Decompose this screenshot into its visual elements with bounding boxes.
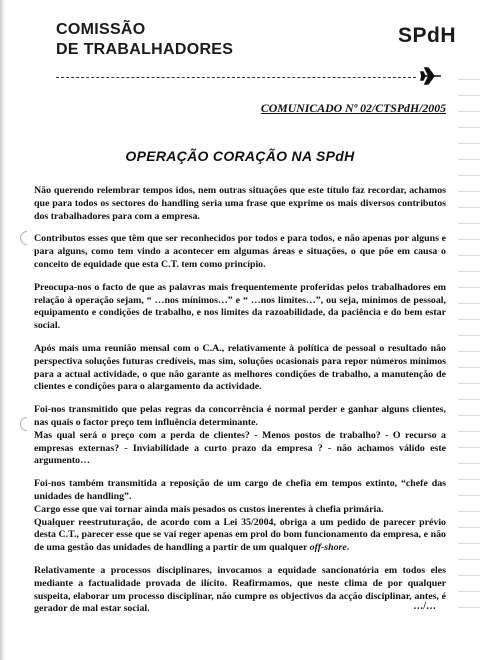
- continuation-mark: …/…: [413, 601, 436, 612]
- paragraph-restructuring: [34, 517, 446, 555]
- letterhead: [56, 20, 446, 60]
- paragraph: Não querendo relembrar tempos idos, nem outras situações que este título faz recordar, achamos que para todos os sectores do handling seria uma frase que exprime os mais diversos contributos dos trabalhadores para com a empresa.: [34, 185, 446, 222]
- scan-shadow-edge: [0, 0, 6, 660]
- document-body: [34, 185, 446, 626]
- paragraph-text: .: [346, 542, 350, 554]
- offshore-emphasis: off-shore: [309, 542, 347, 554]
- paragraph: Contributos esses que têm que ser reconhecidos por todos e para todos, e não apenas por alguns e para alguns, como tem vindo a acontecer em algumas áreas e situações, o que põe em causa o conceito de equidade que esta C.T. tem como princípio.: [34, 233, 446, 270]
- document-title: OPERAÇÃO CORAÇÃO NA SPdH: [125, 148, 355, 164]
- company-brand: SPdH: [397, 24, 456, 47]
- org-line-1: COMISSÃO: [56, 21, 146, 38]
- airplane-icon: [420, 66, 442, 86]
- org-line-2: DE TRABALHADORES: [56, 41, 234, 58]
- paragraph-text: Qualquer reestruturação, de acordo com a Lei 35/2004, obriga a um pedido de parecer prévio desta C.T., parecer esse que se vai reger apenas em prol do bom funcionamento da empresa, e não de uma gestão das unidades de handling a partir de um qualquer: [34, 516, 446, 554]
- paragraph: Preocupa-nos o facto de que as palavras mais frequentemente proferidas pelos trabalhadores em relação à operação sejam, “ …nos mínimos…” e “ …nos limites…”, ou seja, mínimos de pessoal, equipamento e condições de trabalho, e nos limites da razoabilidade, da paciência e do bem estar social.: [34, 281, 446, 332]
- paragraph: Foi-nos também transmitida a reposição de um cargo de chefia em tempos extinto, “chefe das unidades de handling”.: [34, 478, 446, 502]
- paragraph: Mas qual será o preço com a perda de clientes? - Menos postos de trabalho? - O recurso a empresas externas? - Inviabilidade a curto prazo da empresa ? - não achamos válido este argumento…: [34, 429, 446, 467]
- paragraph: Relativamente a processos disciplinares, invocamos a equidade sancionatória em todos eles mediante a factualidade provada de ilícito. Reafirmamos, que neste clima de por qualquer suspeita, elaborar um processo disciplinar, não cumpre os objectivos da acção disciplinar, antes, é gerador de mal estar social.: [34, 564, 446, 615]
- paragraph: Após mais uma reunião mensal com o C.A., relativamente à política de pessoal o resultado não perspectiva soluções futuras credíveis, mas sim, soluções ocasionais para repor números mínimos para a actual actividade, o que não garante as melhores condições de trabalho, a manutenção de clientes e condições para o alargamento da actividade.: [34, 342, 446, 393]
- paragraph: Foi-nos transmitido que pelas regras da concorrência é normal perder e ganhar alguns clientes, nas quais o factor preço tem influência determinante.: [34, 404, 446, 428]
- organization-name: [56, 20, 446, 60]
- communique-reference: COMUNICADO Nº 02/CTSPdH/2005: [260, 101, 446, 115]
- dashed-rule: [56, 77, 416, 78]
- paragraph: Cargo esse que vai tornar ainda mais pesados os custos inerentes à chefia primária.: [34, 503, 384, 515]
